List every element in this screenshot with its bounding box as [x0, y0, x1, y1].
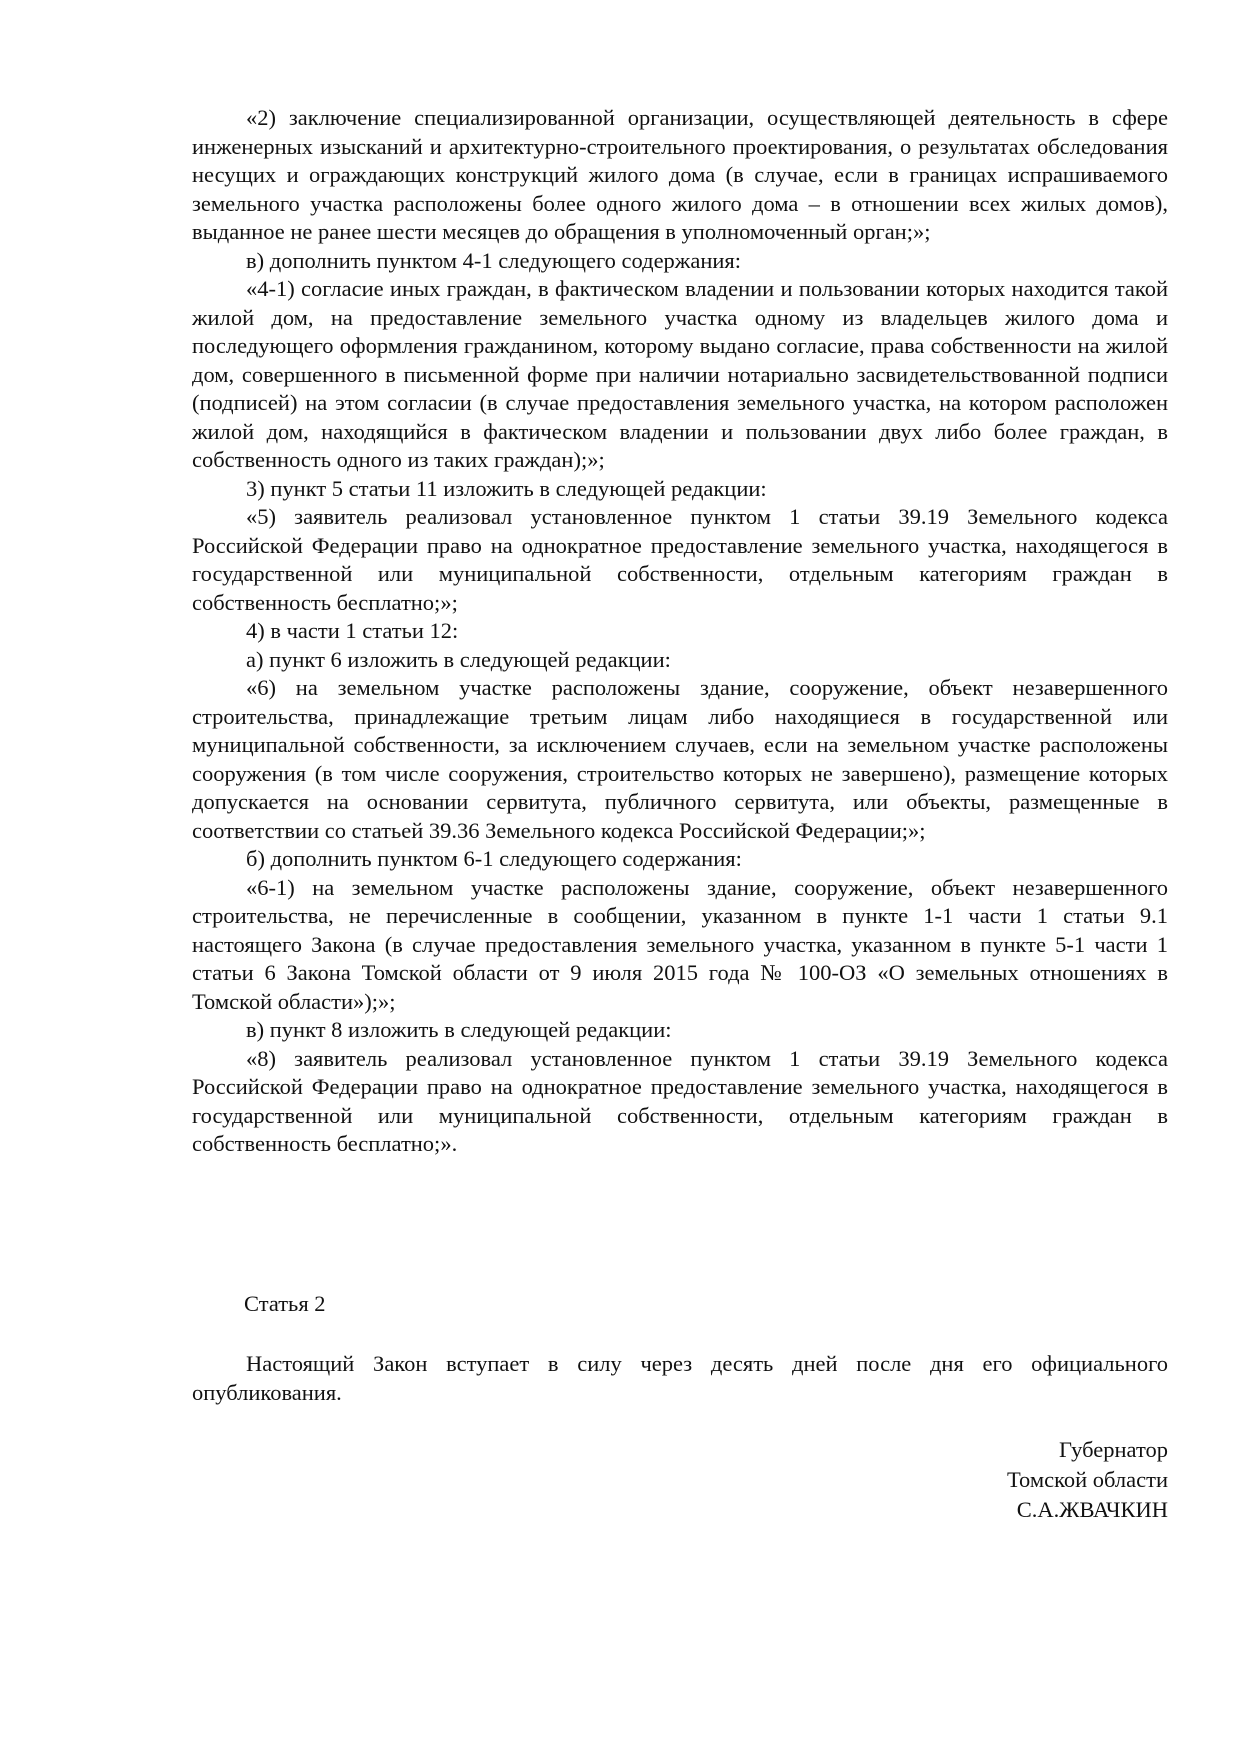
signature-block [1007, 1435, 1168, 1525]
paragraph-point-4-heading: 4) в части 1 статьи 12: [246, 618, 459, 643]
paragraph-item-5: «5) заявитель реализовал установленное пунктом 1 статьи 39.19 Земельного кодекса Российской Федерации право на однократное предоставление земельного участка, находящегося в государственной или муниципальной собственности, отдельным категориям граждан в собственность бесплатно;»; [192, 504, 1168, 615]
paragraph-subpoint-b-heading: б) дополнить пунктом 6-1 следующего содержания: [246, 846, 742, 871]
paragraph-point-3-heading: 3) пункт 5 статьи 11 изложить в следующей редакции: [246, 475, 767, 501]
signature-region: Томской области [1006, 1467, 1168, 1492]
signature-name: С.А.ЖВАЧКИН [1016, 1497, 1168, 1522]
paragraph-item-6-1: «6-1) на земельном участке расположены здание, сооружение, объект незавершенного строительства, не перечисленные в сообщении, указанном в пункте 1-1 части 1 статьи 9.1 настоящего Закона (в случае предоставления земельного участка, указанном в пункте 5-1 части 1 статьи 6 Закона Томской области от 9 июля 2015 года № 100-ОЗ «О земельных отношениях в Томской области»);»; [192, 874, 1168, 1014]
paragraph-item-8: «8) заявитель реализовал установленное пунктом 1 статьи 39.19 Земельного кодекса Российской Федерации право на однократное предоставление земельного участка, находящегося в государственной или муниципальной собственности, отдельным категориям граждан в собственность бесплатно;». [192, 1045, 1168, 1156]
article-heading: Статья 2 [244, 1291, 326, 1316]
article-text: Настоящий Закон вступает в силу через десять дней после дня его официального опубликования. [192, 1351, 1168, 1405]
paragraph-item-4-1: «4-1) согласие иных граждан, в фактическом владении и пользовании которых находится такой жилой дом, на предоставление земельного участка одному из владельцев жилого дома и последующего оформления гражданином, которому выдано согласие, права собственности на жилой дом, совершенного в письменной форме при наличии нотариально засвидетельствованной подписи (подписей) на этом согласии (в случае предоставления земельного участка, на котором расположен жилой дом, находящийся в фактическом владении и пользовании двух либо более граждан, в собственность одного из таких граждан);»; [192, 276, 1168, 472]
paragraph-subpoint-v2-heading: в) пункт 8 изложить в следующей редакции: [246, 1017, 672, 1042]
document-body [192, 104, 1168, 1159]
signature-title: Губернатор [1059, 1437, 1168, 1462]
paragraph-subpoint-v-heading: в) дополнить пунктом 4-1 следующего содержания: [246, 247, 742, 273]
paragraph-item-2: «2) заключение специализированной организации, осуществляющей деятельность в сфере инженерных изысканий и архитектурно-строительного проектирования, о результатах обследования несущих и ограждающих конструкций жилого дома (в случае, если в границах испрашиваемого земельного участка расположены более одного жилого дома – в отношении всех жилых домов), выданное не ранее шести месяцев до обращения в уполномоченный орган;»; [192, 105, 1168, 244]
paragraph-subpoint-a-heading: а) пункт 6 изложить в следующей редакции: [246, 646, 671, 672]
article-body [192, 1350, 1168, 1407]
paragraph-item-6: «6) на земельном участке расположены здание, сооружение, объект незавершенного строительства, принадлежащие третьим лицам либо находящиеся в государственной или муниципальной собственности, за исключением случаев, если на земельном участке расположены сооружения (в том числе сооружения, строительство которых не завершено), размещение которых допускается на основании сервитута, публичного сервитута, или объекты, размещенные в соответствии со статьей 39.36 Земельного кодекса Российской Федерации;»; [192, 675, 1168, 843]
